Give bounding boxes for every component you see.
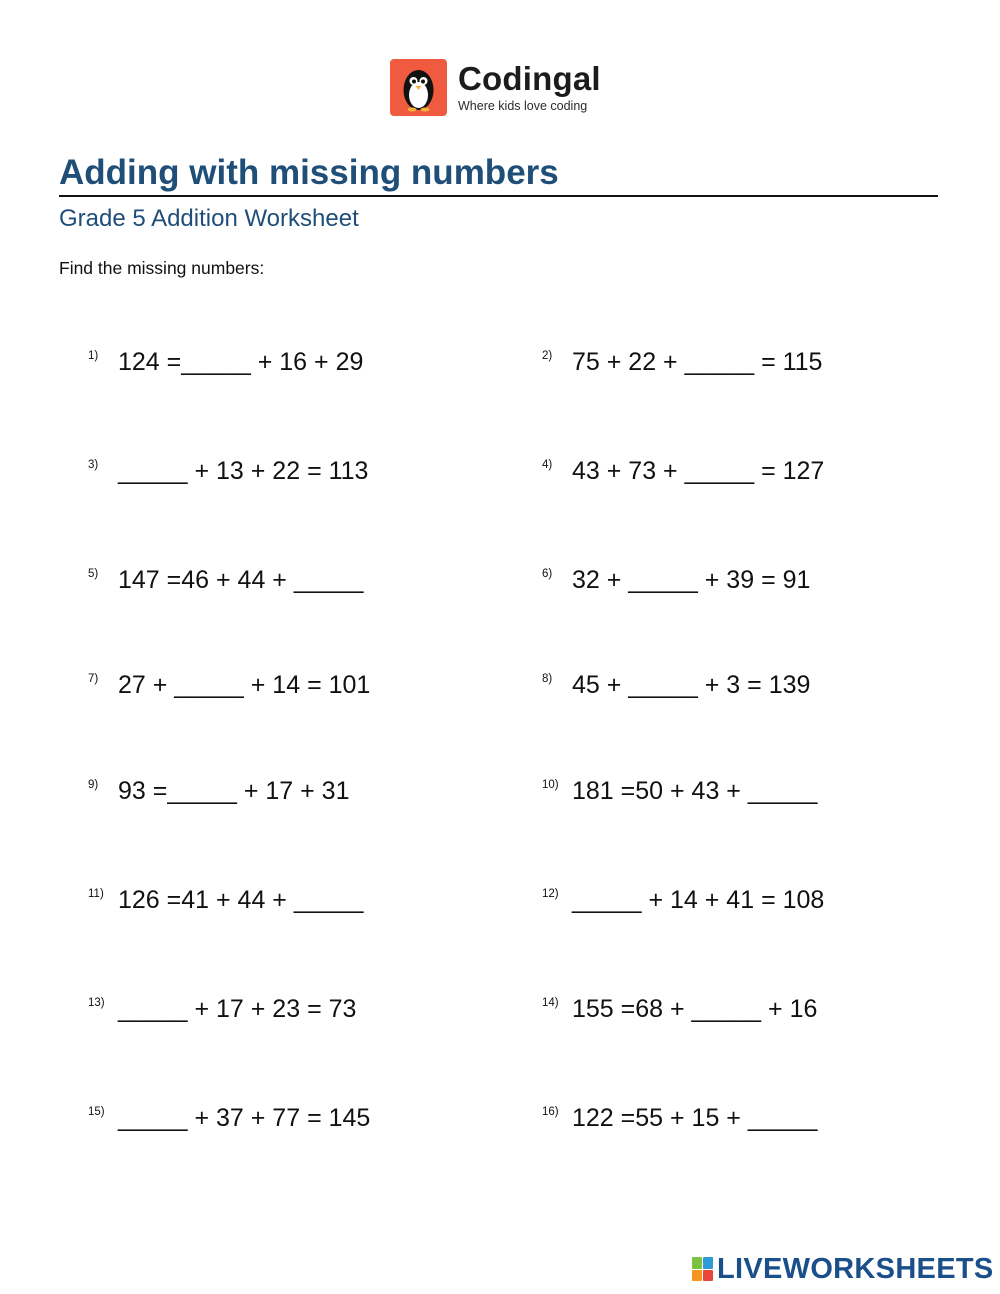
- problem-number: 4): [542, 459, 553, 471]
- problem-number: 13): [88, 997, 105, 1009]
- problem-equation: 181 =50 + 43 + _____: [572, 777, 818, 805]
- problem-number: 9): [88, 779, 99, 791]
- liveworksheets-logo[interactable]: [692, 1254, 994, 1284]
- problem-number: 6): [542, 568, 553, 580]
- problem-equation: _____ + 17 + 23 = 73: [118, 995, 357, 1023]
- problem-number: 14): [542, 997, 559, 1009]
- problem-number: 10): [542, 779, 559, 791]
- liveworksheets-icon: [692, 1257, 713, 1281]
- problem-number: 7): [88, 673, 99, 685]
- problem-equation: 27 + _____ + 14 = 101: [118, 671, 371, 699]
- problem-equation: 126 =41 + 44 + _____: [118, 886, 364, 914]
- problem-number: 3): [88, 459, 99, 471]
- problem-equation: 122 =55 + 15 + _____: [572, 1104, 818, 1132]
- problem-equation: _____ + 14 + 41 = 108: [572, 886, 825, 914]
- problem-number: 16): [542, 1106, 559, 1118]
- problem-number: 11): [88, 888, 104, 900]
- problem-number: 2): [542, 350, 553, 362]
- problem-number: 15): [88, 1106, 105, 1118]
- brand-name: Codingal: [458, 60, 601, 97]
- problem-equation: _____ + 37 + 77 = 145: [118, 1104, 371, 1132]
- worksheet-title: Adding with missing numbers: [59, 153, 559, 192]
- title-divider: [59, 195, 938, 197]
- problem-equation: 45 + _____ + 3 = 139: [572, 671, 811, 699]
- problem-equation: 93 =_____ + 17 + 31: [118, 777, 350, 805]
- problem-number: 1): [88, 350, 99, 362]
- brand-tagline: Where kids love coding: [458, 99, 588, 113]
- instructions: Find the missing numbers:: [59, 258, 265, 278]
- problem-equation: 32 + _____ + 39 = 91: [572, 566, 811, 594]
- codingal-logo: [390, 59, 601, 116]
- problem-number: 5): [88, 568, 99, 580]
- problem-number: 12): [542, 888, 559, 900]
- liveworksheets-brand: LIVEWORKSHEETS: [717, 1253, 994, 1285]
- problem-equation: 124 =_____ + 16 + 29: [118, 348, 364, 376]
- problem-equation: 43 + 73 + _____ = 127: [572, 457, 825, 485]
- problem-equation: 155 =68 + _____ + 16: [572, 995, 818, 1023]
- problem-equation: _____ + 13 + 22 = 113: [118, 457, 369, 485]
- worksheet-subtitle: Grade 5 Addition Worksheet: [59, 205, 359, 232]
- problem-number: 8): [542, 673, 553, 685]
- problem-equation: 147 =46 + 44 + _____: [118, 566, 364, 594]
- penguin-icon: [390, 59, 447, 116]
- problem-equation: 75 + 22 + _____ = 115: [572, 348, 823, 376]
